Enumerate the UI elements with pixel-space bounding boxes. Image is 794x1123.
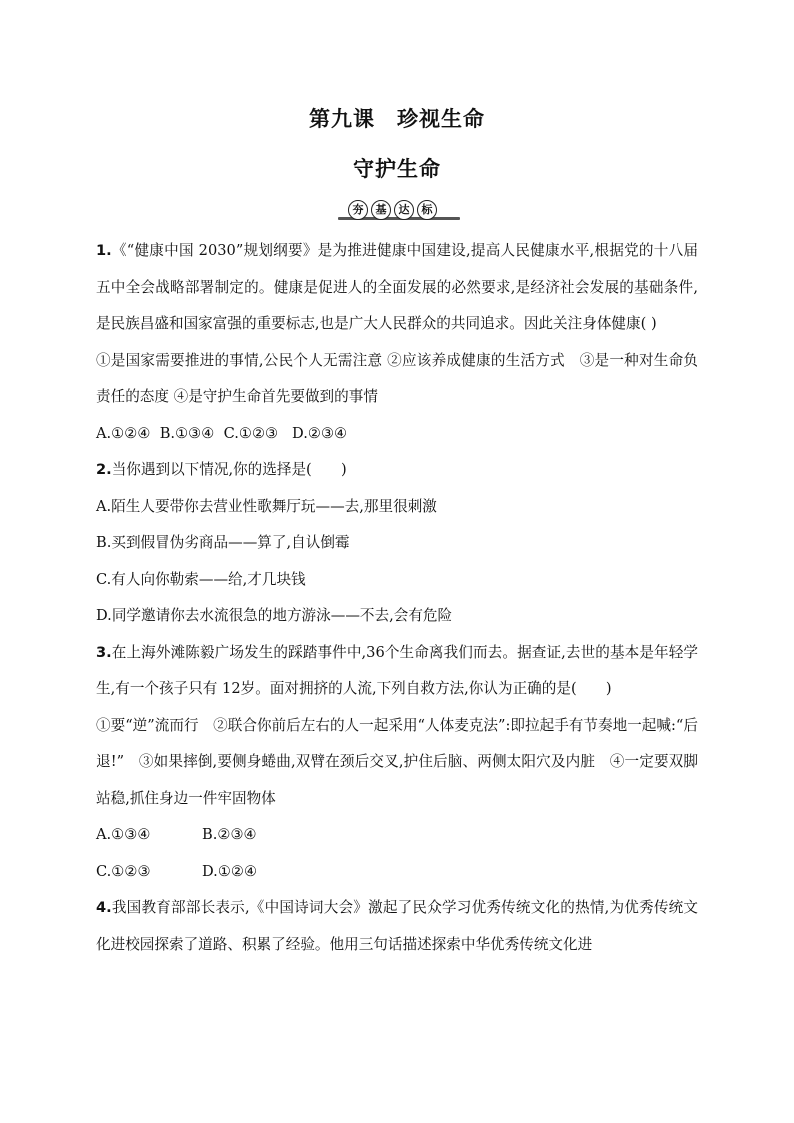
question-3-option-a: A.①③④ — [96, 826, 151, 843]
question-number: 4. — [96, 899, 112, 916]
question-2-option-a: A.陌生人要带你去营业性歌舞厅玩——去,那里很刺激 — [96, 497, 437, 515]
question-text: 我国教育部部长表示,《中国诗词大会》激起了民众学习优秀传统文化的热情,为优秀传统文化进校园探索了道路、积累了经验。他用三句话描述探索中华优秀传统文化进 — [96, 899, 698, 953]
question-1-stem — [96, 233, 698, 343]
question-3-options-row-2 — [96, 854, 698, 891]
banner-char-1: 夯 — [348, 200, 368, 220]
banner-char-3: 达 — [394, 200, 414, 220]
question-number: 1. — [96, 242, 112, 259]
banner-char-4: 标 — [417, 200, 437, 220]
section-banner — [338, 200, 460, 222]
question-3-statements: ①要“逆”流而行 ②联合你前后左右的人一起采用“人体麦克法”:即拉起手有节奏地一起喊:“后退!” ③如果摔倒,要侧身蜷曲,双臂在颈后交叉,护住后脑、两侧太阳穴及内脏 ④一定要双脚站稳,抓住身边一件牢固物体 — [96, 716, 698, 807]
question-2-option-c: C.有人向你勒索——给,才几块钱 — [96, 570, 306, 588]
question-3-stem — [96, 635, 698, 708]
question-1-options: A.①②④ B.①③④ C.①②③ D.②③④ — [96, 424, 348, 442]
question-text: 当你遇到以下情况,你的选择是( ) — [111, 461, 347, 478]
question-2-stem — [96, 452, 698, 489]
question-2-option-d: D.同学邀请你去水流很急的地方游泳——不去,会有危险 — [96, 607, 453, 624]
question-1-statements: ①是国家需要推进的事情,公民个人无需注意 ②应该养成健康的生活方式 ③是一种对生命负责任的态度 ④是守护生命首先要做到的事情 — [96, 351, 698, 405]
banner-char-2: 基 — [371, 200, 391, 220]
question-number: 3. — [96, 643, 112, 661]
section-title: 守护生命 — [353, 157, 441, 181]
question-4-stem — [96, 890, 698, 963]
question-3-option-c: C.①②③ — [96, 862, 151, 880]
question-number: 2. — [96, 461, 112, 478]
question-text: 在上海外滩陈毅广场发生的踩踏事件中,36个生命离我们而去。据查证,去世的基本是年轻学生,有一个孩子只有 12岁。面对拥挤的人流,下列自救方法,你认为正确的是( ) — [96, 643, 698, 697]
question-3-options-row-1 — [96, 817, 698, 854]
question-3-option-b: B.②③④ — [202, 826, 257, 843]
lesson-title: 第九课 珍视生命 — [309, 107, 485, 131]
question-list — [96, 233, 698, 963]
question-2-option-b: B.买到假冒伪劣商品——算了,自认倒霉 — [96, 534, 350, 551]
question-3-option-d: D.①②④ — [202, 862, 258, 880]
question-text: 《“健康中国 2030”规划纲要》是为推进健康中国建设,提高人民健康水平,根据党的十八届五中全会战略部署制定的。健康是促进人的全面发展的必然要求,是经济社会发展的基础条件,是民族昌盛和国家富强的重要标志,也是广大人民群众的共同追求。因此关注身体健康( ) — [96, 242, 698, 332]
